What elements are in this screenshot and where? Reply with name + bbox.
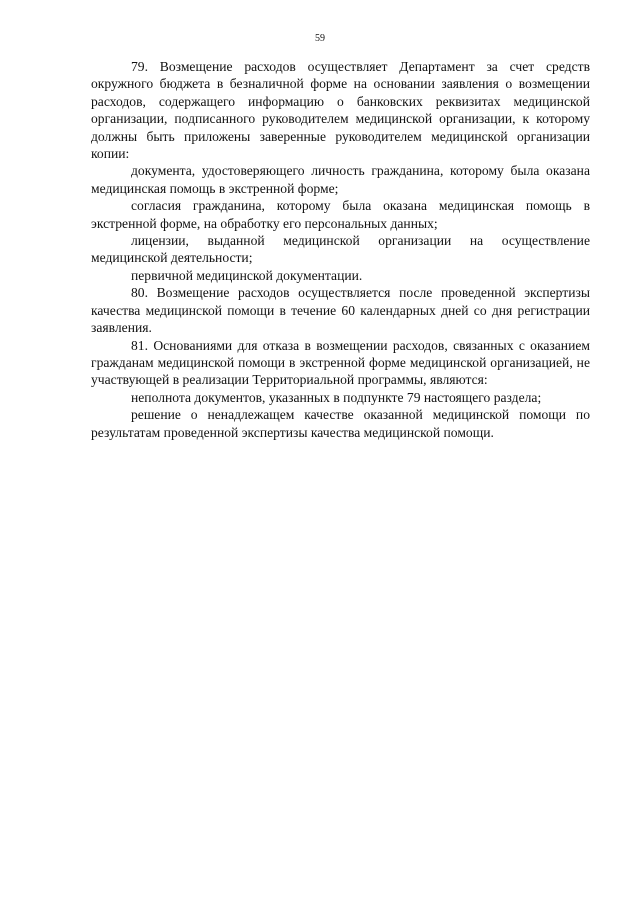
paragraph-79-item-identity-document: документа, удостоверяющего личность гражданина, которому была оказана медицинская помощь в экстренной форме; [91,163,590,196]
page-number: 59 [315,33,325,44]
paragraph-80: 80. Возмещение расходов осуществляется после проведенной экспертизы качества медицинской помощи в течение 60 календарных дней со дня регистрации заявления. [91,285,590,336]
paragraph-79-item-consent: согласия гражданина, которому была оказана медицинская помощь в экстренной форме, на обработку его персональных данных; [91,198,590,231]
paragraph-79-item-license: лицензии, выданной медицинской организации на осуществление медицинской деятельности; [91,233,590,266]
paragraph-79: 79. Возмещение расходов осуществляет Департамент за счет средств окружного бюджета в безналичной форме на основании заявления о возмещении расходов, содержащего информацию о банковских реквизитах медицинской организации, подписанного руководителем медицинской организации, к которому должны быть приложены заверенные руководителем медицинской организации копии: [91,59,590,162]
paragraph-79-item-primary-documentation: первичной медицинской документации. [131,267,363,283]
document-body [91,58,590,441]
paragraph-81: 81. Основаниями для отказа в возмещении расходов, связанных с оказанием гражданам медицинской помощи в экстренной форме медицинской организацией, не участвующей в реализации Территориальной программы, являются: [91,337,590,388]
paragraph-81-item-incomplete-documents: неполнота документов, указанных в подпункте 79 настоящего раздела; [131,389,542,405]
paragraph-81-item-improper-quality: решение о ненадлежащем качестве оказанной медицинской помощи по результатам проведенной экспертизы качества медицинской помощи. [91,407,590,440]
